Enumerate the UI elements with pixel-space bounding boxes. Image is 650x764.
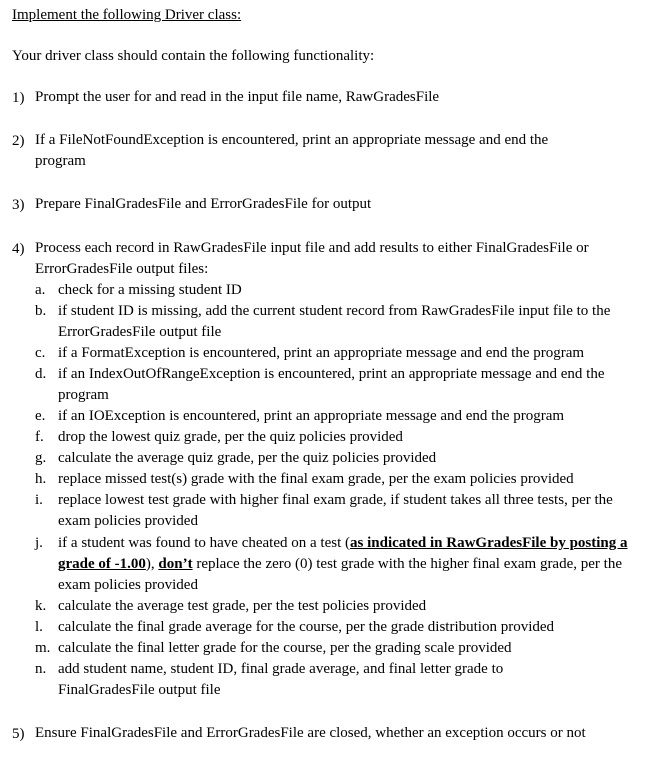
- subitem-letter-m: m.: [35, 640, 51, 656]
- document-heading: Implement the following Driver class:: [12, 7, 242, 23]
- step-number-1: 1): [12, 90, 25, 106]
- subitem-j-part-2: ),: [145, 556, 159, 572]
- subitem-text-f: drop the lowest quiz grade, per the quiz policies provided: [58, 429, 403, 445]
- subitem-text-l: calculate the final grade average for the course, per the grade distribution provided: [58, 619, 555, 635]
- subitem-text-b: if student ID is missing, add the current student record from RawGradesFile input file to the ErrorGradesFile output file: [58, 303, 611, 340]
- subitem-letter-j: j.: [35, 535, 43, 551]
- step-text-4: Process each record in RawGradesFile input file and add results to either FinalGradesFile or ErrorGradesFile output files:: [35, 240, 589, 277]
- step-number-4: 4): [12, 241, 25, 257]
- subitem-letter-b: b.: [35, 303, 47, 319]
- subitem-text-j: [58, 533, 643, 596]
- subitem-letter-g: g.: [35, 450, 47, 466]
- subitem-text-n: add student name, student ID, final grade average, and final letter grade to FinalGradesFile output file: [58, 661, 504, 698]
- subitem-text-h: replace missed test(s) grade with the final exam grade, per the exam policies provided: [58, 471, 574, 487]
- subitem-text-d: if an IndexOutOfRangeException is encountered, print an appropriate message and end the program: [58, 366, 605, 403]
- step-number-2: 2): [12, 133, 25, 149]
- step-text-1: Prompt the user for and read in the input file name, RawGradesFile: [35, 89, 440, 105]
- subitem-letter-c: c.: [35, 345, 46, 361]
- step-text-3: Prepare FinalGradesFile and ErrorGradesFile for output: [35, 196, 372, 212]
- subitem-j-part-3: replace the zero (0) test grade with the higher final exam grade, per the exam policies provided: [58, 556, 622, 593]
- subitem-letter-i: i.: [35, 492, 43, 508]
- subitem-letter-l: l.: [35, 619, 43, 635]
- subitem-text-i: replace lowest test grade with higher final exam grade, if student takes all three tests, per the exam policies provided: [58, 492, 613, 529]
- subitem-text-c: if a FormatException is encountered, print an appropriate message and end the program: [58, 345, 585, 361]
- subitem-letter-k: k.: [35, 598, 47, 614]
- subitem-text-e: if an IOException is encountered, print an appropriate message and end the program: [58, 408, 565, 424]
- subitem-text-a: check for a missing student ID: [58, 282, 242, 298]
- subitem-letter-f: f.: [35, 429, 44, 445]
- subitem-letter-a: a.: [35, 282, 46, 298]
- subitem-letter-n: n.: [35, 661, 47, 677]
- step-number-5: 5): [12, 726, 25, 742]
- subitem-text-k: calculate the average test grade, per the test policies provided: [58, 598, 427, 614]
- step-text-5: Ensure FinalGradesFile and ErrorGradesFile are closed, whether an exception occurs or not: [35, 725, 586, 741]
- subitem-j-emphasis: as indicated in RawGradesFile by posting a grade of -1.00: [58, 535, 628, 572]
- subitem-j-dont: don’t: [158, 556, 193, 572]
- subitem-letter-d: d.: [35, 366, 47, 382]
- subitem-text-m: calculate the final letter grade for the course, per the grading scale provided: [58, 640, 512, 656]
- step-text-2: If a FileNotFoundException is encountered, print an appropriate message and end the program: [35, 132, 549, 169]
- intro-text: Your driver class should contain the following functionality:: [12, 48, 375, 64]
- subitem-text-g: calculate the average quiz grade, per the quiz policies provided: [58, 450, 437, 466]
- subitem-letter-h: h.: [35, 471, 47, 487]
- step-number-3: 3): [12, 197, 25, 213]
- subitem-letter-e: e.: [35, 408, 46, 424]
- subitem-j-part-1: if a student was found to have cheated on a test (: [58, 535, 350, 551]
